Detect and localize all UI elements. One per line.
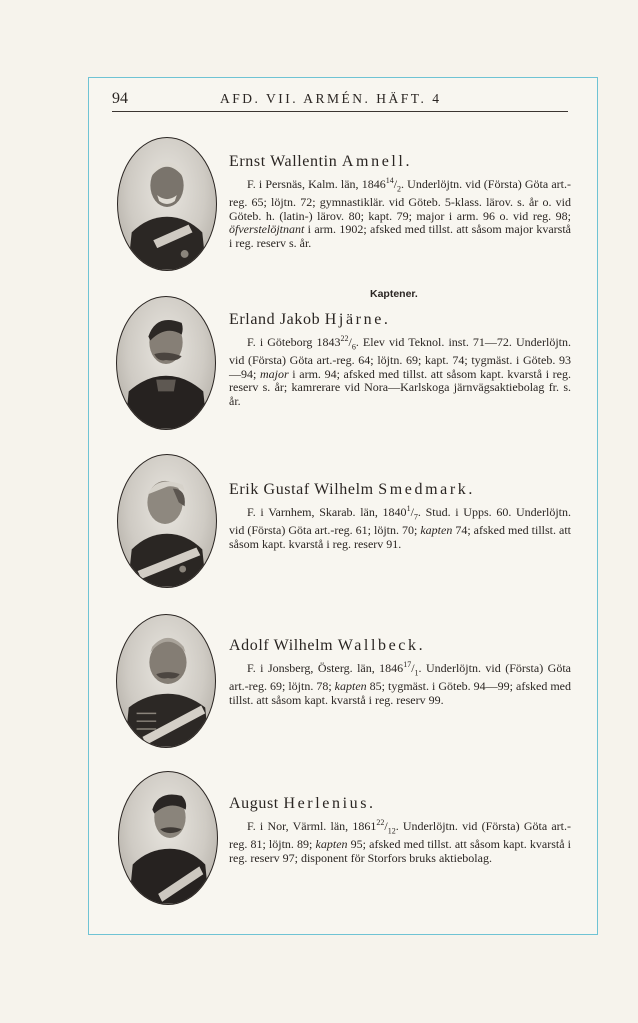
entry-name: August Herlenius. xyxy=(229,795,376,812)
officer-portrait-icon xyxy=(117,615,215,747)
portrait-hjarne xyxy=(116,296,216,430)
entry-smedmark xyxy=(229,480,571,551)
officer-portrait-icon xyxy=(118,138,216,270)
entry-hjarne xyxy=(229,310,571,408)
entry-name: Adolf Wilhelm Wallbeck. xyxy=(229,637,426,654)
entry-bio: F. i Nor, Värml. län, $1861^{22}/_{12}$. Underlöjtn. vid (Första) Göta art.-reg. 81; löjtn. 89; kapten 95; afsked med tillst. att såsom kapt. kvarstå i reg. reserv 97; disponent för Storfors bruks aktiebolag. xyxy=(229,818,572,865)
entry-herlenius xyxy=(229,794,571,865)
entry-bio: F. i Persnäs, Kalm. län, $1846^{14}/_2$. Underlöjtn. vid (Första) Göta art.-reg. 65; löjtn. 72; gymnastiklär. vid Göteb. 5-klass. lärov. s. år o. vid Göteb. h. (latin-) lärov. 80; kapt. 79; major i arm. 96 o. vid reg. 98; öfverstelöjtnant i arm. 1902; afsked med tillst. att såsom major kvarstå i reg. reserv s. år. xyxy=(229,176,572,250)
officer-portrait-icon xyxy=(118,455,216,587)
officer-portrait-icon xyxy=(117,297,215,429)
section-heading: Kaptener. xyxy=(370,288,418,300)
entry-amnell xyxy=(229,152,571,250)
entry-bio: F. i Göteborg $1843^{22}/_6$. Elev vid Teknol. inst. 71—72. Underlöjtn. vid (Första) Göta art.-reg. 64; löjtn. 69; kapt. 74; tygmäst. i Göteb. 93—94; major i arm. 94; afsked med tillst. att såsom kapt. kvarstå i reg. reserv s. år; kamrerare vid Nora—Karlskoga järnvägsaktiebolag fr. s. år. xyxy=(229,334,572,408)
running-header xyxy=(112,90,574,112)
portrait-smedmark xyxy=(117,454,217,588)
portrait-herlenius xyxy=(118,771,218,905)
entry-bio: F. i Varnhem, Skarab. län, $1840^1/_7$. Stud. i Upps. 60. Underlöjtn. vid (Första) Göta art.-reg. 61; löjtn. 70; kapten 74; afsked med tillst. att såsom kapt. kvarstå i reg. reserv 91. xyxy=(229,504,571,551)
entry-bio: F. i Jonsberg, Österg. län, $1846^{17}/_1$. Underlöjtn. vid (Första) Göta art.-reg. 69; löjtn. 78; kapten 85; tygmäst. i Göteb. 94—99; afsked med tillst. att såsom kapt. kvarstå i reg. reserv 99. xyxy=(229,660,571,707)
portrait-amnell xyxy=(117,137,217,271)
entry-name: Ernst Wallentin Amnell. xyxy=(229,153,413,170)
entry-name: Erik Gustaf Wilhelm Smedmark. xyxy=(229,481,475,498)
entry-wallbeck xyxy=(229,636,571,707)
running-title: AFD. VII. ARMÉN. HÄFT. 4 xyxy=(220,91,442,106)
entry-name: Erland Jakob Hjärne. xyxy=(229,311,391,328)
portrait-wallbeck xyxy=(116,614,216,748)
header-rule xyxy=(112,111,568,112)
officer-portrait-icon xyxy=(119,772,217,904)
page-number: 94 xyxy=(112,90,128,107)
